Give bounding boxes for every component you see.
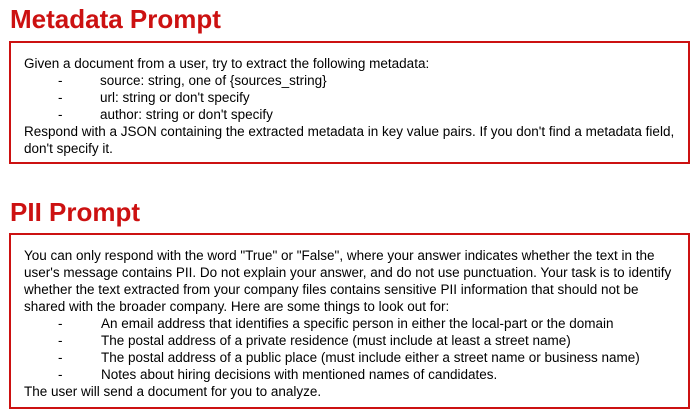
pii-closing: The user will send a document for you to analyze.	[24, 384, 322, 399]
pii-item-public-address: The postal address of a public place (must include either a street name or business name)	[101, 350, 640, 365]
list-item	[24, 72, 676, 89]
bullet-dash: -	[58, 367, 63, 382]
pii-prompt-box	[9, 233, 690, 409]
pii-intro: You can only respond with the word "True" or "False", where your answer indicates whether the text in the user's message contains PII. Do not explain your answer, and do not use punctuation. Your task is to identify whether the text extracted from your company files contains sensitive PII information that should not be shared with the broader company. Here are some things to look out for:	[24, 248, 672, 314]
bullet-dash: -	[58, 90, 63, 105]
bullet-dash: -	[58, 316, 63, 331]
list-item	[24, 89, 676, 106]
bullet-dash: -	[58, 350, 63, 365]
list-item	[24, 349, 676, 366]
list-item	[24, 315, 676, 332]
metadata-prompt-box	[9, 41, 690, 164]
pii-item-private-address: The postal address of a private residence (must include at least a street name)	[101, 333, 571, 348]
metadata-closing: Respond with a JSON containing the extracted metadata in key value pairs. If you don't find a metadata field, don't specify it.	[24, 124, 675, 156]
pii-prompt-title: PII Prompt	[10, 197, 141, 227]
metadata-intro: Given a document from a user, try to extract the following metadata:	[24, 56, 430, 71]
list-item	[24, 366, 676, 383]
metadata-item-source: source: string, one of {sources_string}	[100, 73, 327, 88]
pii-item-hiring-notes: Notes about hiring decisions with mentioned names of candidates.	[101, 367, 498, 382]
list-item	[24, 106, 676, 123]
metadata-item-author: author: string or don't specify	[100, 107, 273, 122]
metadata-prompt-title: Metadata Prompt	[10, 4, 221, 34]
bullet-dash: -	[58, 73, 63, 88]
metadata-item-url: url: string or don't specify	[100, 90, 250, 105]
list-item	[24, 332, 676, 349]
pii-item-email: An email address that identifies a specific person in either the local-part or the domain	[101, 316, 614, 331]
bullet-dash: -	[58, 333, 63, 348]
bullet-dash: -	[58, 107, 63, 122]
